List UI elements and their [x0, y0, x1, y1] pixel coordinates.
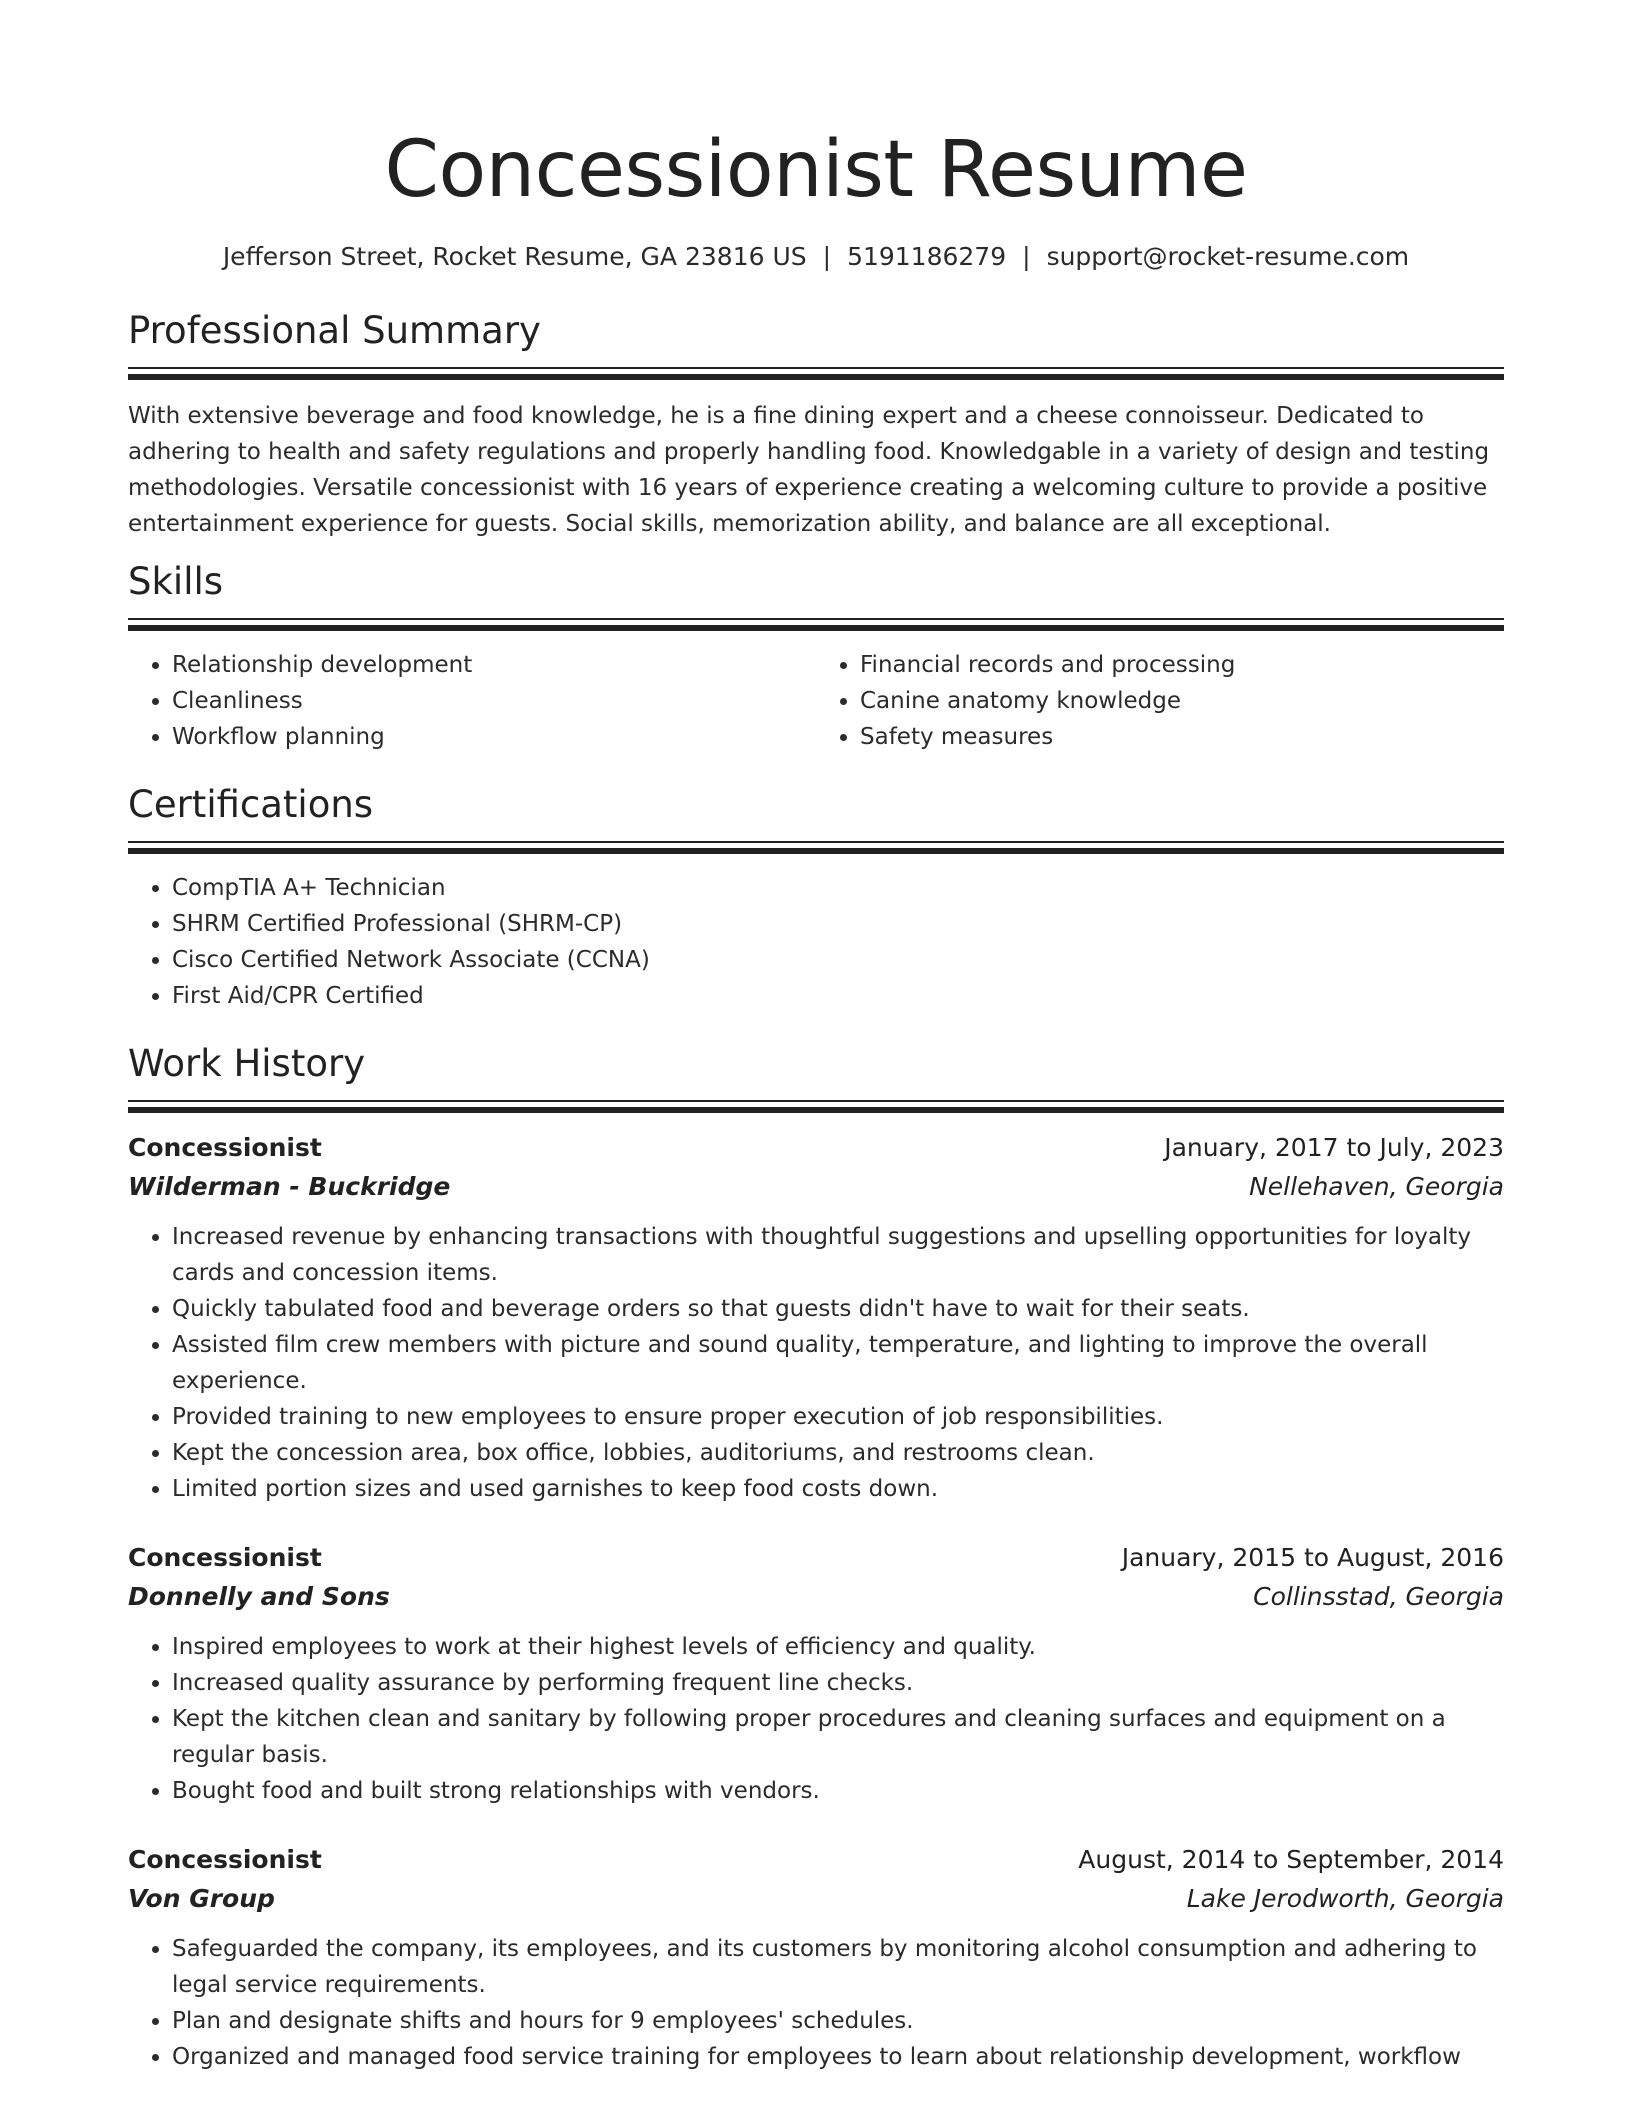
job-header — [128, 1129, 1504, 1167]
job-bullet: • Kept the kitchen clean and sanitary by following proper procedures and cleaning surfaces and equipment on a regular basis. — [172, 1701, 1504, 1773]
section-divider — [128, 841, 1504, 854]
job-bullet: • Plan and designate shifts and hours for 9 employees' schedules. — [172, 2003, 1504, 2039]
contact-address: Jefferson Street, Rocket Resume, GA 23816 US — [222, 242, 807, 271]
job-bullet: • Assisted film crew members with picture and sound quality, temperature, and lighting to improve the overall experience. — [172, 1327, 1504, 1399]
section-divider — [128, 1100, 1504, 1113]
job-bullet: • Limited portion sizes and used garnishes to keep food costs down. — [172, 1471, 1504, 1507]
certification-item: • CompTIA A+ Technician — [172, 870, 1504, 906]
job-title: Concessionist — [128, 1845, 322, 1874]
certification-item: • SHRM Certified Professional (SHRM-CP) — [172, 906, 1504, 942]
job-dates: August, 2014 to September, 2014 — [1078, 1845, 1504, 1874]
section-title-certifications: Certifications — [128, 783, 374, 826]
job-bullet: • Quickly tabulated food and beverage orders so that guests didn't have to wait for their seats. — [172, 1291, 1504, 1327]
job-bullet: • Safeguarded the company, its employees, and its customers by monitoring alcohol consumption and adhering to legal service requirements. — [172, 1931, 1504, 2003]
skills-section — [128, 558, 1504, 755]
section-divider — [128, 367, 1504, 380]
certification-item: • First Aid/CPR Certified — [172, 978, 1504, 1014]
job-bullet: • Inspired employees to work at their highest levels of efficiency and quality. — [172, 1629, 1504, 1665]
job-subheader — [128, 1167, 1504, 1207]
job-header — [128, 1841, 1504, 1879]
job-title: Concessionist — [128, 1133, 322, 1162]
job-bullets — [128, 1219, 1504, 1507]
certifications-list — [128, 870, 1504, 1014]
job-title: Concessionist — [128, 1543, 322, 1572]
job-location: Lake Jerodworth, Georgia — [1186, 1884, 1504, 1913]
skill-item: • Financial records and processing — [860, 647, 1504, 683]
job-bullet: • Kept the concession area, box office, lobbies, auditoriums, and restrooms clean. — [172, 1435, 1504, 1471]
page-title: Concessionist Resume — [384, 125, 1248, 215]
contact-email: support@rocket-resume.com — [1046, 242, 1410, 271]
certification-item: • Cisco Certified Network Associate (CCNA) — [172, 942, 1504, 978]
job-bullet: • Bought food and built strong relationships with vendors. — [172, 1773, 1504, 1809]
job-bullet: • Provided training to new employees to ensure proper execution of job responsibilities. — [172, 1399, 1504, 1435]
job-bullets — [128, 1629, 1504, 1809]
contact-line — [128, 240, 1504, 274]
work-history-section — [128, 1040, 1504, 2075]
job-header — [128, 1539, 1504, 1577]
job-company: Von Group — [128, 1884, 275, 1913]
job-bullets — [128, 1931, 1504, 2075]
job-dates: January, 2015 to August, 2016 — [1121, 1543, 1504, 1572]
skills-column-right — [816, 647, 1504, 755]
job-bullet: • Organized and managed food service training for employees to learn about relationship development, workflow — [172, 2039, 1504, 2075]
job-subheader — [128, 1577, 1504, 1617]
skill-item: • Workflow planning — [172, 719, 816, 755]
job-dates: January, 2017 to July, 2023 — [1164, 1133, 1504, 1162]
skill-item: • Cleanliness — [172, 683, 816, 719]
job-entry — [128, 1129, 1504, 1507]
job-entry — [128, 1539, 1504, 1809]
job-company: Donnelly and Sons — [128, 1582, 390, 1611]
job-subheader — [128, 1879, 1504, 1919]
section-divider — [128, 618, 1504, 631]
job-location: Collinsstad, Georgia — [1253, 1582, 1504, 1611]
job-bullet: • Increased revenue by enhancing transactions with thoughtful suggestions and upselling opportunities for loyalty cards and concession items. — [172, 1219, 1504, 1291]
job-company: Wilderman - Buckridge — [128, 1172, 451, 1201]
job-bullet: • Increased quality assurance by performing frequent line checks. — [172, 1665, 1504, 1701]
section-title-work-history: Work History — [128, 1042, 366, 1085]
summary-text: With extensive beverage and food knowledge, he is a fine dining expert and a cheese connoisseur. Dedicated to adhering to health and safety regulations and properly handling food. Knowledgable in a variety of design and testing methodologies. Versatile concessionist with 16 years of experience creating a welcoming culture to provide a positive entertainment experience for guests. Social skills, memorization ability, and balance are all exceptional. — [128, 403, 1490, 537]
resume-page — [128, 0, 1504, 2075]
skill-item: • Relationship development — [172, 647, 816, 683]
skills-column-left — [128, 647, 816, 755]
skills-list — [128, 647, 1504, 755]
contact-separator: | — [1022, 242, 1031, 271]
section-title-skills: Skills — [128, 560, 224, 603]
skill-item: • Canine anatomy knowledge — [860, 683, 1504, 719]
skill-item: • Safety measures — [860, 719, 1504, 755]
summary-section — [128, 307, 1504, 542]
certifications-section — [128, 781, 1504, 1014]
job-location: Nellehaven, Georgia — [1249, 1172, 1504, 1201]
section-title-summary: Professional Summary — [128, 309, 541, 352]
contact-phone: 5191186279 — [847, 242, 1007, 271]
job-entry — [128, 1841, 1504, 2075]
contact-separator: | — [822, 242, 832, 271]
